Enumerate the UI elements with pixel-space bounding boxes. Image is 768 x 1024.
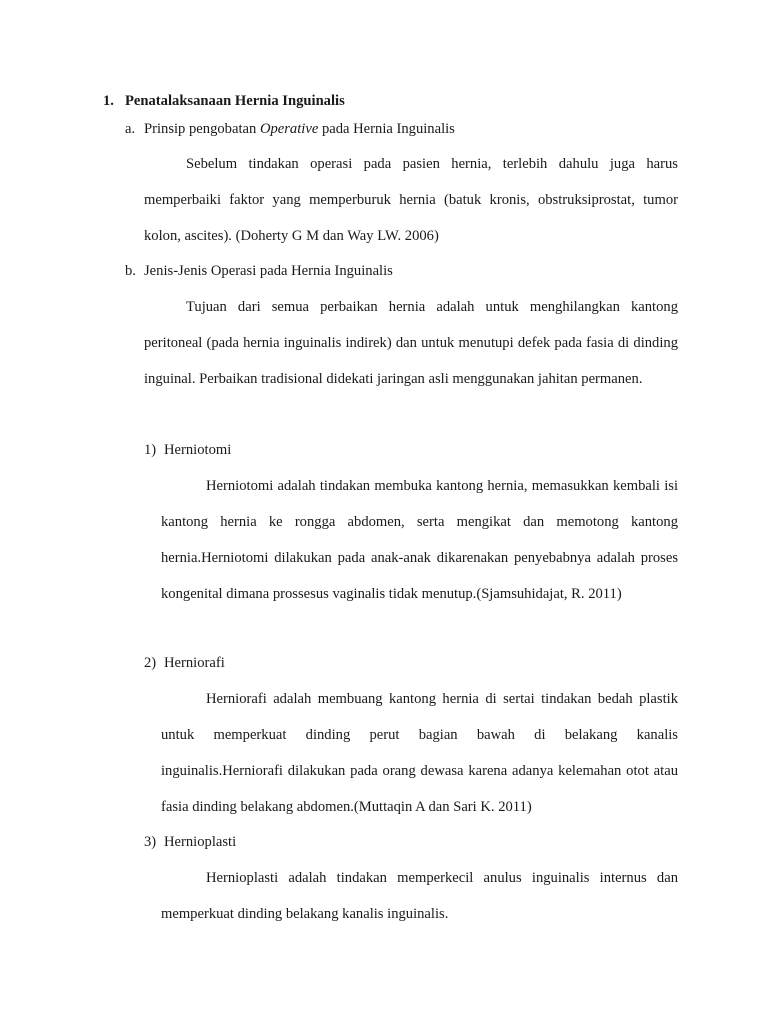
subsection-a-text-italic: Operative bbox=[259, 121, 319, 137]
subsection-b-paragraph bbox=[144, 289, 678, 397]
subsection-a-text-before: Prinsip pengobatan bbox=[144, 121, 260, 137]
item-2-title: Herniorafi bbox=[164, 655, 225, 671]
subsection-a-marker: a. bbox=[125, 121, 136, 137]
subsection-b-title: Jenis-Jenis Operasi pada Hernia Inguinalis bbox=[144, 263, 393, 279]
section-number: 1. bbox=[103, 93, 114, 109]
item-1-heading bbox=[144, 442, 231, 459]
item-2-paragraph bbox=[161, 681, 678, 825]
item-3-paragraph-text: Hernioplasti adalah tindakan memperkecil anulus inguinalis internus dan memperkuat dinding belakang kanalis inguinalis. bbox=[161, 870, 678, 922]
subsection-a-text-after: pada Hernia Inguinalis bbox=[318, 121, 455, 137]
item-2-heading bbox=[144, 655, 225, 672]
item-3-marker: 3) bbox=[144, 834, 157, 850]
item-1-paragraph-text: Herniotomi adalah tindakan membuka kantong hernia, memasukkan kembali isi kantong hernia ke rongga abdomen, serta mengikat dan memotong kantong hernia.Herniotomi dilakukan pada anak-anak dikarenakan penyebabnya adalah proses kongenital dimana prossesus vaginalis tidak menutup.(Sjamsuhidajat, R. 2011) bbox=[161, 478, 678, 602]
item-1-paragraph bbox=[161, 468, 678, 612]
item-3-heading bbox=[144, 834, 236, 851]
item-2-marker: 2) bbox=[144, 655, 157, 671]
subsection-b-heading bbox=[125, 263, 393, 280]
subsection-a-heading bbox=[125, 121, 455, 138]
subsection-a-paragraph bbox=[144, 146, 678, 254]
item-3-paragraph bbox=[161, 860, 678, 932]
subsection-b-marker: b. bbox=[125, 263, 136, 279]
subsection-b-paragraph-text: Tujuan dari semua perbaikan hernia adalah untuk menghilangkan kantong peritoneal (pada hernia inguinalis indirek) dan untuk menutupi defek pada fasia di dinding inguinal. Perbaikan tradisional didekati jaringan asli menggunakan jahitan permanen. bbox=[144, 299, 678, 387]
item-3-title: Hernioplasti bbox=[164, 834, 237, 850]
section-title: Penatalaksanaan Hernia Inguinalis bbox=[125, 93, 345, 109]
section-heading bbox=[103, 93, 345, 110]
item-1-marker: 1) bbox=[144, 442, 157, 458]
item-2-paragraph-text: Herniorafi adalah membuang kantong hernia di sertai tindakan bedah plastik untuk memperkuat dinding perut bagian bawah di belakang kanalis inguinalis.Herniorafi dilakukan pada orang dewasa karena adanya kelemahan otot atau fasia dinding belakang abdomen.(Muttaqin A dan Sari K. 2011) bbox=[161, 691, 678, 815]
item-1-title: Herniotomi bbox=[164, 442, 232, 458]
subsection-a-paragraph-text: Sebelum tindakan operasi pada pasien hernia, terlebih dahulu juga harus memperbaiki faktor yang memperburuk hernia (batuk kronis, obstruksiprostat, tumor kolon, ascites). (Doherty G M dan Way LW. 2006) bbox=[144, 156, 678, 244]
